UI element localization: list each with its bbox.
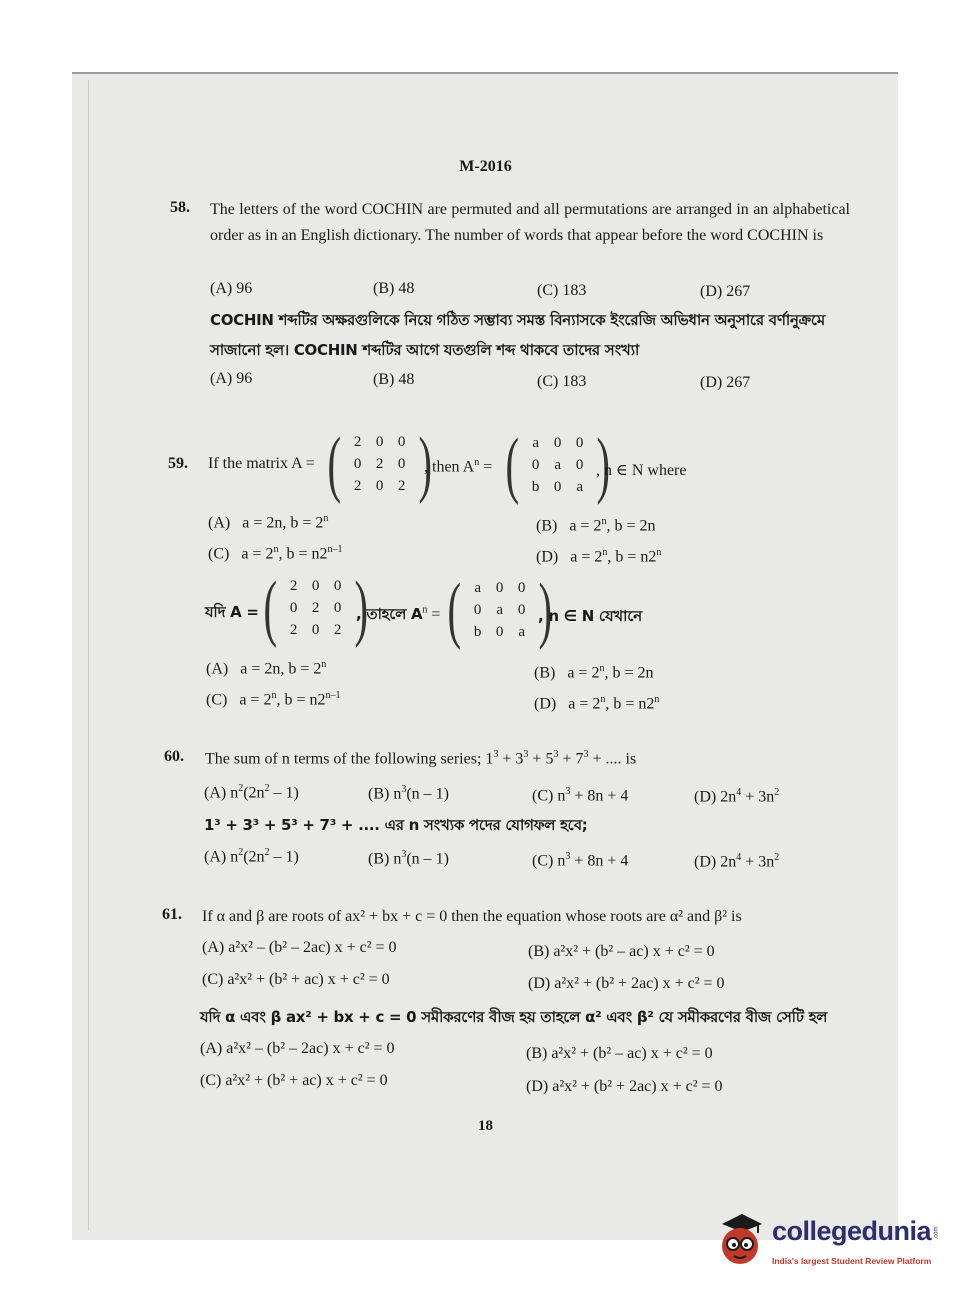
matrix-cell: a: [518, 623, 525, 640]
superscript: n: [321, 659, 327, 670]
option-b: (B) 48: [373, 280, 415, 297]
page-header: M-2016: [459, 158, 512, 175]
option-b: [534, 663, 653, 682]
option-d: (D) a²x² + (b² + 2ac) x + c² = 0: [528, 975, 725, 992]
logo-com: .com: [933, 1226, 940, 1240]
superscript: n: [599, 663, 605, 674]
option-a: (A) 96: [210, 370, 253, 387]
option-label: (A): [206, 660, 229, 678]
question-text: The sum of n terms of the following series; 1: [205, 750, 494, 768]
question-59-bengali-tail: , n ∈ N যেখানে: [538, 607, 642, 625]
matrix-a: [322, 423, 437, 505]
option-text: (D) 2n: [694, 853, 737, 871]
matrix-cell: 0: [553, 478, 562, 495]
option-c: [206, 690, 340, 709]
superscript: n: [656, 547, 662, 558]
superscript: 3: [583, 749, 589, 760]
option-text: a = 2n, b = 2: [242, 514, 324, 532]
option-text: , b = n2: [605, 695, 655, 713]
superscript: n–1: [327, 544, 343, 555]
question-number: 60.: [164, 748, 184, 765]
superscript: n: [323, 513, 329, 524]
option-d: (D) $2n^4 + 3n^2$: [694, 852, 780, 871]
superscript: n: [271, 690, 277, 701]
option-a: [206, 659, 326, 678]
question-60-bengali: 1³ + 3³ + 5³ + 7³ + .... এর n সংখ্যক পদের যোগফল হবে;: [204, 816, 588, 834]
matrix-cell: 2: [353, 477, 362, 494]
right-paren: ): [354, 567, 368, 649]
option-d: (D) $2n^4 + 3n^2$: [694, 787, 780, 806]
option-a: (A) $n^2(2n^2 - 1)$: [204, 783, 299, 802]
matrix-cell: 2: [397, 477, 406, 494]
right-paren: ): [596, 424, 610, 506]
option-text: a = 2: [241, 545, 274, 563]
logo-wordmark: collegedunia: [772, 1216, 932, 1246]
option-text: (D) 2n: [694, 788, 737, 806]
question-59-tail: , n ∈ N where: [596, 462, 687, 479]
option-b: (B) a²x² + (b² – ac) x + c² = 0: [526, 1045, 713, 1062]
matrix-cell: 2: [311, 599, 320, 616]
superscript: n–1: [325, 690, 341, 701]
option-a: (A) 96: [210, 280, 253, 297]
option-c: (C) 183: [537, 282, 587, 299]
matrix-cell: a: [554, 456, 561, 473]
left-paren: (: [505, 424, 520, 506]
question-58-text: The letters of the word COCHIN are permuted and all permutations are arranged in an alphabetical order as in an English dictionary. The number of words that appear before the word COCHIN is: [210, 201, 850, 244]
option-b: (B) a²x² + (b² – ac) x + c² = 0: [528, 943, 715, 960]
matrix-cell: 0: [495, 623, 504, 640]
question-59-bengali-lead: যদি A =: [205, 603, 259, 621]
option-label: (B): [534, 664, 556, 682]
matrix-cell: 0: [311, 621, 320, 638]
left-paren: (: [327, 423, 342, 505]
option-d: [536, 547, 661, 566]
option-text: , b = n2: [278, 545, 328, 563]
option-text: a = 2: [569, 517, 602, 535]
option-text: a = 2: [567, 664, 600, 682]
matrix-cell: 0: [517, 579, 526, 596]
question-number: 61.: [162, 906, 182, 923]
option-text: , b = n2: [276, 691, 326, 709]
then-text: , then A: [424, 458, 475, 476]
matrix-cell: 2: [375, 455, 384, 472]
matrix-cell: a: [496, 601, 503, 618]
question-number: 58.: [170, 199, 190, 216]
option-b: (B) 48: [373, 371, 415, 388]
matrix-cell: 0: [289, 599, 298, 616]
matrix-cell: 2: [333, 621, 342, 638]
superscript: 3: [493, 749, 499, 760]
option-b: [536, 516, 655, 535]
scan-edge-left: [88, 80, 89, 1230]
eq-text: =: [427, 606, 441, 623]
collegedunia-logo[interactable]: [712, 1210, 952, 1280]
matrix-cell: a: [532, 434, 539, 451]
option-text: (C) n: [532, 787, 566, 805]
option-d: (D) a²x² + (b² + 2ac) x + c² = 0: [526, 1078, 723, 1095]
option-c: (C) $n^3 + 8n + 4$: [532, 851, 629, 870]
option-c: [208, 544, 342, 563]
superscript: n: [601, 516, 607, 527]
left-paren: (: [263, 567, 278, 649]
question-59-then: [424, 457, 492, 476]
matrix-cell: 0: [375, 477, 384, 494]
option-label: (C): [206, 691, 228, 709]
option-text: (A) n: [204, 784, 239, 802]
matrix-an-table: [467, 577, 533, 643]
matrix-cell: 0: [575, 434, 584, 451]
matrix-cell: 0: [517, 601, 526, 618]
matrix-cell: a: [576, 478, 583, 495]
option-c: (C) $n^3 + 8n + 4$: [532, 786, 629, 805]
option-label: (B): [536, 517, 558, 535]
matrix-cell: 2: [289, 621, 298, 638]
matrix-cell: 0: [353, 455, 362, 472]
question-60-text: [205, 749, 636, 768]
question-59-lead: If the matrix A =: [208, 455, 315, 472]
option-text: , b = n2: [607, 548, 657, 566]
matrix-cell: 0: [473, 601, 482, 618]
matrix-cell: 0: [553, 434, 562, 451]
superscript: n: [600, 694, 606, 705]
option-d: [534, 694, 659, 713]
series-term: + 5: [528, 750, 554, 768]
question-58-bengali-line2: সাজানো হল। COCHIN শব্দটির আগে যতগুলি শব্দ থাকবে তাদের সংখ্যা: [210, 341, 640, 359]
option-b: (B) $n^3(n - 1)$: [368, 849, 449, 868]
option-c: (C) 183: [537, 373, 587, 390]
right-paren: ): [418, 423, 432, 505]
option-d: (D) 267: [700, 374, 751, 391]
option-text: (B) n: [368, 850, 402, 868]
matrix-cell: 0: [311, 577, 320, 594]
option-label: (A): [208, 514, 231, 532]
option-b: (B) $n^3(n - 1)$: [368, 784, 449, 803]
option-text: (A) n: [204, 848, 239, 866]
matrix-an-table: [525, 432, 591, 498]
matrix-cell: 0: [495, 579, 504, 596]
matrix-cell: a: [474, 579, 481, 596]
question-number: 59.: [168, 455, 188, 472]
option-text: , b = 2n: [606, 517, 656, 535]
matrix-cell: 0: [333, 577, 342, 594]
option-text: a = 2n, b = 2: [240, 660, 322, 678]
option-label: (D): [534, 695, 557, 713]
mascot-icon: [712, 1210, 768, 1272]
eq-text: =: [479, 458, 493, 476]
option-label: (C): [208, 545, 230, 563]
matrix-a-table: [283, 575, 349, 641]
option-a: (A) $n^2(2n^2 - 1)$: [204, 847, 299, 866]
matrix-cell: 0: [375, 433, 384, 450]
scan-edge: [72, 72, 898, 74]
superscript: n: [422, 604, 428, 616]
matrix-cell: 2: [289, 577, 298, 594]
option-text: a = 2: [568, 695, 601, 713]
superscript: 3: [553, 749, 559, 760]
series-term: + 3: [498, 750, 524, 768]
superscript: n: [273, 544, 279, 555]
superscript: 3: [523, 749, 529, 760]
page-number: 18: [478, 1118, 493, 1134]
option-c: (C) a²x² + (b² + ac) x + c² = 0: [202, 971, 390, 988]
left-paren: (: [447, 569, 462, 651]
matrix-cell: 0: [575, 456, 584, 473]
question-61-bengali: যদি α এবং β ax² + bx + c = 0 সমীকরণের বীজ হয় তাহলে α² এবং β² যে সমীকরণের বীজ সেটি হল: [200, 1008, 828, 1026]
option-text: a = 2: [239, 691, 272, 709]
option-label: (D): [536, 548, 559, 566]
matrix-a-table: [347, 431, 413, 497]
option-text: a = 2: [570, 548, 603, 566]
matrix-cell: 0: [397, 455, 406, 472]
matrix-cell: b: [473, 623, 482, 640]
question-59-bengali-then: [356, 603, 440, 628]
matrix-cell: 0: [531, 456, 540, 473]
option-d: (D) 267: [700, 283, 751, 300]
matrix-cell: 0: [333, 599, 342, 616]
superscript: n: [474, 457, 480, 468]
logo-tagline: India's largest Student Review Platform: [772, 1256, 932, 1266]
matrix-cell: 2: [353, 433, 362, 450]
matrix-cell: 0: [397, 433, 406, 450]
matrix-cell: b: [531, 478, 540, 495]
right-paren: ): [538, 569, 552, 651]
option-a: [208, 513, 328, 532]
option-text: (C) n: [532, 852, 566, 870]
question-61-text: If α and β are roots of ax² + bx + c = 0 then the equation whose roots are α² and β² is: [202, 908, 742, 925]
then-text: , তাহলে A: [356, 605, 423, 623]
option-a: (A) a²x² – (b² – 2ac) x + c² = 0: [200, 1040, 395, 1057]
superscript: n: [654, 694, 660, 705]
superscript: n: [602, 547, 608, 558]
question-58-bengali-line1: COCHIN শব্দটির অক্ষরগুলিকে নিয়ে গঠিত সম্ভাব্য সমস্ত বিন্যাসকে ইংরেজি অভিধান অনুসারে বর্ণানুক্রমে: [210, 311, 825, 329]
option-a: (A) a²x² – (b² – 2ac) x + c² = 0: [202, 939, 397, 956]
series-term: + .... is: [588, 750, 637, 768]
option-text: , b = 2n: [604, 664, 654, 682]
series-term: + 7: [558, 750, 584, 768]
option-text: (B) n: [368, 785, 402, 803]
option-c: (C) a²x² + (b² + ac) x + c² = 0: [200, 1072, 388, 1089]
